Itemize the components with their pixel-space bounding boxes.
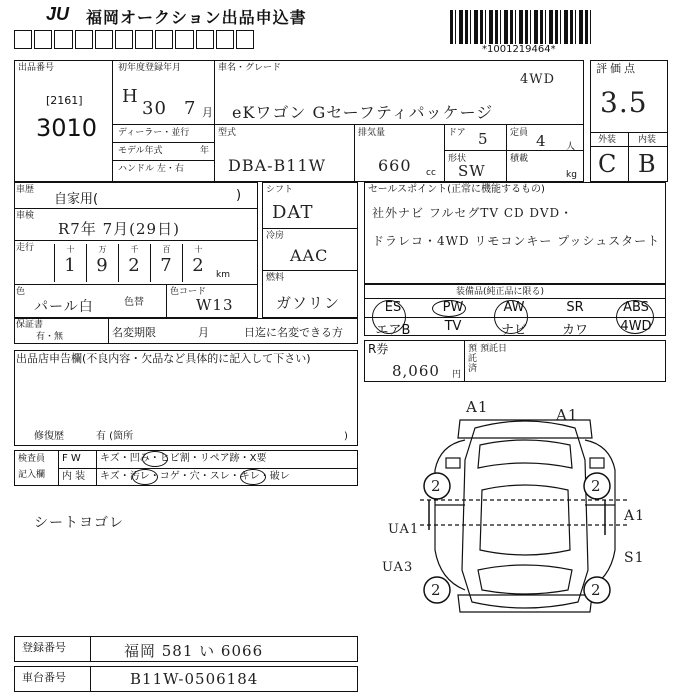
- usage-close: ): [236, 188, 242, 203]
- sales-points-line2: ドラレコ・4WD リモコンキー プッシュスタート: [372, 234, 661, 248]
- mileage-digit: 2: [128, 255, 141, 276]
- fw-label: F W: [62, 453, 81, 464]
- fuel-value: ガソリン: [276, 294, 341, 312]
- equip-es: ES: [384, 300, 402, 315]
- color-code-value: W13: [196, 296, 234, 314]
- equip-leather: カワ: [561, 323, 588, 338]
- model-value: DBA-B11W: [228, 156, 327, 175]
- load-unit: kg: [566, 170, 577, 180]
- capacity-label: 定員: [510, 128, 529, 138]
- ac-value: AAC: [290, 246, 329, 265]
- interior-label: 内装: [638, 135, 657, 145]
- damage-mark: UA3: [382, 560, 414, 575]
- repair-close: ): [344, 431, 348, 442]
- damage-mark: S1: [624, 550, 645, 566]
- plate-label: 登録番号: [22, 641, 66, 654]
- lot-number: 3010: [36, 114, 98, 142]
- circle-mark: [432, 300, 466, 317]
- interior-damage-options: キズ・汚レ・コゲ・穴・スレ・キレ・破レ: [100, 471, 290, 482]
- equip-sr: SR: [566, 300, 584, 315]
- equip-abs: ABS: [623, 300, 649, 315]
- form-title: 福岡オークション出品申込書: [86, 8, 307, 27]
- car-name-label: 車名・グレード: [218, 63, 282, 73]
- recycle-unit: 円: [452, 370, 462, 380]
- shape-label: 形状: [448, 154, 467, 164]
- lot-label: 出品番号: [18, 63, 55, 73]
- inspection-label: 車検: [16, 211, 35, 221]
- displacement-unit: cc: [426, 168, 436, 178]
- door-value: 5: [478, 130, 489, 148]
- ac-label: 冷房: [266, 231, 285, 241]
- mileage-header: 百: [162, 245, 171, 254]
- damage-mark: A1: [466, 398, 489, 416]
- shift-value: DAT: [272, 202, 314, 223]
- color-value: パール白: [34, 299, 94, 315]
- mileage-grid: [54, 244, 214, 282]
- barcode: [450, 10, 592, 44]
- mileage-digit: 7: [160, 255, 173, 276]
- registration-label: 初年度登録年月: [118, 63, 182, 73]
- sales-points-label: セールスポイント(正常に機能するもの): [368, 184, 545, 195]
- mileage-unit: km: [216, 270, 230, 280]
- exterior-grade: C: [598, 150, 618, 178]
- recycle-label: R券: [368, 342, 389, 356]
- recycle-date-label: 預託日: [480, 344, 508, 354]
- damage-mark: UA1: [388, 522, 420, 537]
- damage-mark: A1: [624, 508, 646, 524]
- shape-value: SW: [458, 162, 486, 180]
- circle-mark: [616, 300, 654, 334]
- barcode-number: *1001219464*: [482, 44, 556, 55]
- inspector-note: シートヨゴレ: [34, 515, 124, 531]
- mileage-header: 十: [66, 245, 75, 254]
- recycle-amount: 8,060: [392, 362, 440, 380]
- expiry-note: 日迄に名変できる方: [244, 326, 343, 339]
- grade-label: 評価点: [596, 62, 638, 75]
- damage-mark: 2: [591, 477, 602, 495]
- car-name-value: eKワゴン Gセーフティパッケージ: [232, 103, 494, 122]
- grade-value: 3.5: [600, 86, 648, 119]
- mileage-label: 走行: [16, 243, 35, 253]
- capacity-unit: 人: [566, 142, 576, 152]
- registration-month: 7: [184, 98, 197, 119]
- damage-mark: 2: [431, 477, 442, 495]
- registration-era: H: [122, 86, 139, 107]
- color-label: 色: [16, 287, 26, 297]
- equip-pw: PW: [442, 300, 464, 315]
- damage-mark: 2: [591, 581, 602, 599]
- equip-4wd: 4WD: [620, 319, 652, 334]
- model-year-unit: 年: [200, 146, 210, 156]
- registration-month-unit: 月: [202, 106, 213, 119]
- color-code-label: 色コード: [170, 287, 207, 297]
- circle-mark: [240, 469, 266, 485]
- usage-label: 車歴: [16, 185, 35, 195]
- manual-label: 保証書: [16, 320, 44, 330]
- equip-navi: ナビ: [500, 323, 527, 338]
- usage-value: 自家用(: [54, 192, 99, 207]
- circle-mark: [142, 451, 168, 467]
- equip-tv: TV: [444, 319, 462, 334]
- expiry-unit: 月: [198, 326, 209, 339]
- mileage-header: 千: [130, 245, 139, 254]
- drive-type: 4WD: [520, 72, 556, 87]
- fuel-label: 燃料: [266, 273, 285, 283]
- repair-value: 有 (箇所: [96, 431, 134, 442]
- door-label: ドア: [448, 128, 466, 138]
- recycle-deposit-label: 預託済: [468, 344, 478, 374]
- exterior-damage-options: キズ・凹み・ヒビ割・リペア跡・X要: [100, 453, 267, 464]
- interior-grade: B: [638, 150, 657, 178]
- sales-points-line1: 社外ナビ フルセグTV CD DVD・: [372, 206, 574, 220]
- inspector-label-2: 記入欄: [18, 470, 46, 480]
- chassis-value: B11W-0506184: [130, 670, 259, 688]
- displacement-value: 660: [378, 156, 412, 175]
- mileage-digit: 1: [64, 255, 77, 276]
- mileage-digit: 2: [192, 255, 205, 276]
- damage-mark: A1: [556, 406, 579, 424]
- circle-mark: [494, 300, 528, 334]
- declaration-label: 出品店申告欄(不良内容・欠品など具体的に記入して下さい): [16, 352, 311, 365]
- damage-mark: 2: [431, 581, 442, 599]
- model-year-label: モデル年式: [118, 146, 163, 156]
- equipment-label: 装備品(純正品に限る): [456, 287, 545, 297]
- circle-mark: [372, 300, 406, 334]
- inspection-value: R7年 7月(29日): [58, 220, 180, 238]
- mileage-header: 十: [194, 245, 203, 254]
- mileage-digit: 9: [96, 255, 109, 276]
- interior-row-label: 内 装: [62, 471, 86, 482]
- equip-aw: AW: [503, 300, 525, 315]
- displacement-label: 排気量: [358, 128, 386, 138]
- plate-value: 福岡 581 い 6066: [124, 642, 264, 660]
- manual-options: 有・無: [36, 332, 64, 342]
- exterior-label: 外装: [598, 135, 617, 145]
- repair-label: 修復歴: [34, 431, 64, 442]
- logo: JU: [46, 4, 70, 24]
- load-label: 積載: [510, 154, 529, 164]
- lot-bracket-number: [2161]: [46, 94, 83, 107]
- inspector-label-1: 検査員: [18, 454, 46, 464]
- shift-label: シフト: [266, 185, 294, 195]
- dealer-label: ディーラー・並行: [118, 128, 190, 138]
- circle-mark: [132, 469, 158, 485]
- capacity-value: 4: [536, 132, 547, 150]
- equip-airbag: エアB: [375, 323, 411, 338]
- registration-year: 30: [142, 98, 167, 119]
- top-checkboxes: [14, 30, 254, 48]
- mileage-header: 万: [98, 245, 107, 254]
- expiry-label: 名変期限: [112, 326, 156, 339]
- model-label: 型式: [218, 128, 237, 138]
- handle-label: ハンドル 左・右: [118, 164, 184, 174]
- color-change-label: 色替: [124, 297, 144, 308]
- chassis-label: 車台番号: [22, 671, 66, 684]
